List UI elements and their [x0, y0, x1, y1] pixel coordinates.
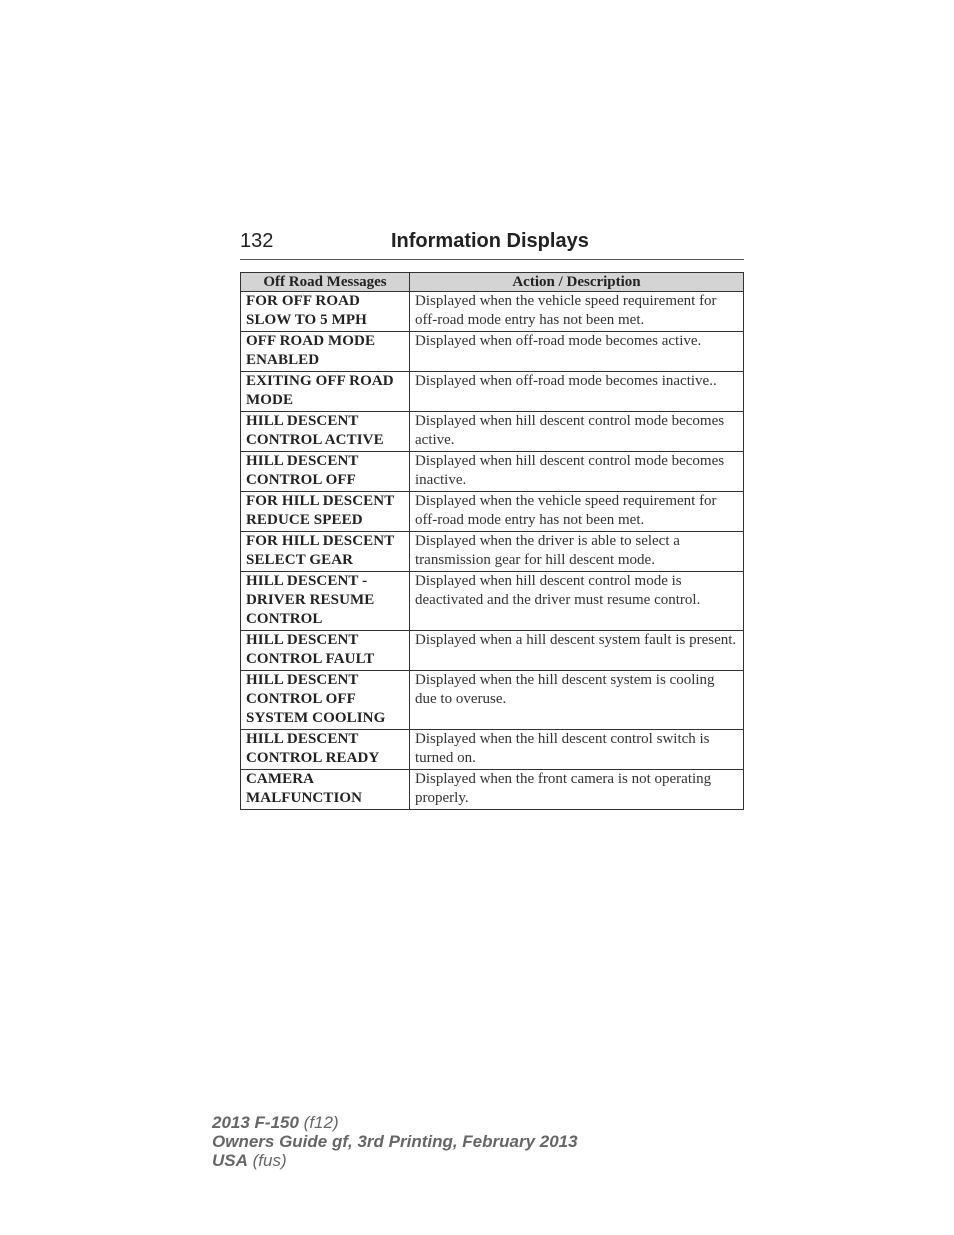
page-footer: [212, 1113, 578, 1170]
footer-model: 2013 F-150: [212, 1113, 299, 1132]
table-row: [241, 292, 744, 332]
table-row: [241, 332, 744, 372]
off-road-messages-table: [240, 272, 744, 810]
message-cell: FOR OFF ROAD SLOW TO 5 MPH: [241, 292, 410, 332]
description-cell: Displayed when the hill descent system is cooling due to overuse.: [410, 671, 744, 730]
page-title: Information Displays: [391, 230, 589, 252]
table-row: [241, 572, 744, 631]
description-cell: Displayed when the hill descent control switch is turned on.: [410, 730, 744, 770]
table-row: [241, 452, 744, 492]
table-row: [241, 770, 744, 810]
message-cell: HILL DESCENT CONTROL OFF SYSTEM COOLING: [241, 671, 410, 730]
message-cell: HILL DESCENT CONTROL FAULT: [241, 631, 410, 671]
message-cell: HILL DESCENT - DRIVER RESUME CONTROL: [241, 572, 410, 631]
page-header: [240, 229, 744, 260]
message-cell: HILL DESCENT CONTROL OFF: [241, 452, 410, 492]
description-cell: Displayed when a hill descent system fault is present.: [410, 631, 744, 671]
footer-printing: Owners Guide gf, 3rd Printing, February 2013: [212, 1132, 578, 1151]
footer-region-code: (fus): [247, 1151, 287, 1170]
footer-region: USA: [212, 1151, 248, 1170]
table-row: [241, 492, 744, 532]
table-row: [241, 532, 744, 572]
message-cell: FOR HILL DESCENT SELECT GEAR: [241, 532, 410, 572]
column-header-description: Action / Description: [410, 273, 744, 292]
description-cell: Displayed when the vehicle speed requirement for off-road mode entry has not been met.: [410, 492, 744, 532]
description-cell: Displayed when the driver is able to select a transmission gear for hill descent mode.: [410, 532, 744, 572]
message-cell: HILL DESCENT CONTROL READY: [241, 730, 410, 770]
description-cell: Displayed when off-road mode becomes active.: [410, 332, 744, 372]
message-cell: HILL DESCENT CONTROL ACTIVE: [241, 412, 410, 452]
message-cell: FOR HILL DESCENT REDUCE SPEED: [241, 492, 410, 532]
table-row: [241, 412, 744, 452]
footer-model-line: [212, 1113, 578, 1132]
message-cell: OFF ROAD MODE ENABLED: [241, 332, 410, 372]
description-cell: Displayed when the vehicle speed requirement for off-road mode entry has not been met.: [410, 292, 744, 332]
message-cell: CAMERA MALFUNCTION: [241, 770, 410, 810]
description-cell: Displayed when hill descent control mode becomes inactive.: [410, 452, 744, 492]
footer-region-line: [212, 1151, 578, 1170]
description-cell: Displayed when the front camera is not operating properly.: [410, 770, 744, 810]
description-cell: Displayed when hill descent control mode becomes active.: [410, 412, 744, 452]
table-row: [241, 631, 744, 671]
table-row: [241, 730, 744, 770]
page-number: 132: [240, 230, 274, 252]
table-row: [241, 372, 744, 412]
column-header-messages: Off Road Messages: [241, 273, 410, 292]
description-cell: Displayed when off-road mode becomes inactive..: [410, 372, 744, 412]
table-header-row: [241, 273, 744, 292]
description-cell: Displayed when hill descent control mode is deactivated and the driver must resume control.: [410, 572, 744, 631]
footer-model-code: (f12): [298, 1113, 339, 1132]
message-cell: EXITING OFF ROAD MODE: [241, 372, 410, 412]
table-row: [241, 671, 744, 730]
